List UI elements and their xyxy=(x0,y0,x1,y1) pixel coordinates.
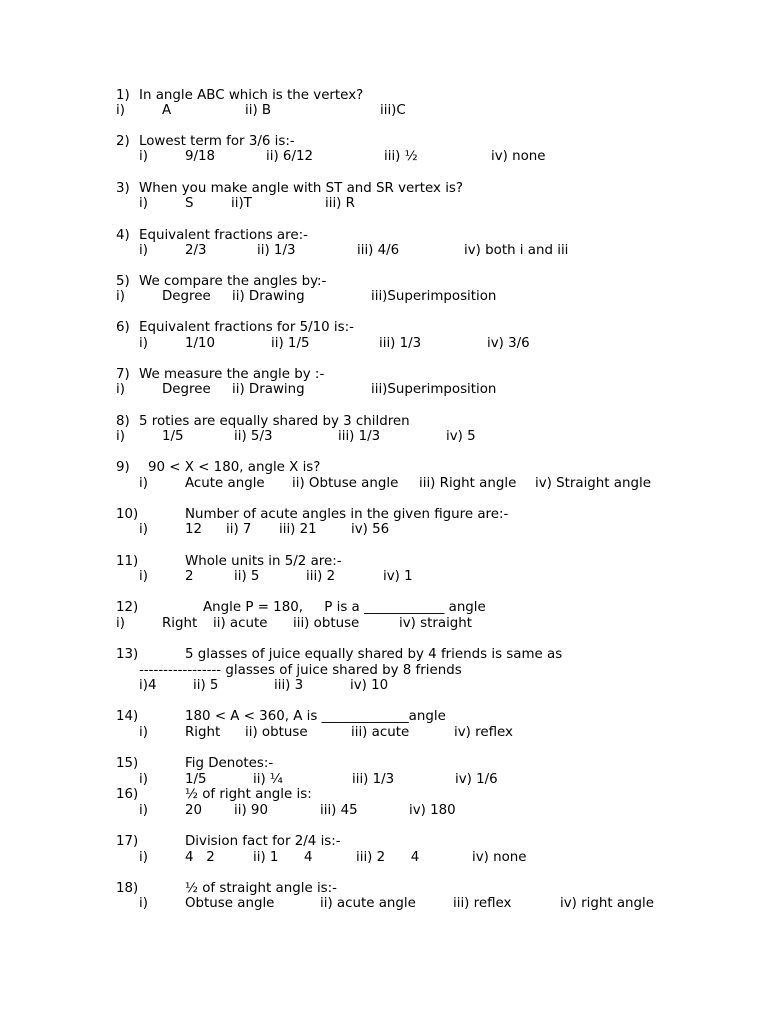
option-text: iii) 2 4 xyxy=(356,850,420,865)
option-text: ii) 90 xyxy=(234,803,268,818)
option-label: i) xyxy=(116,289,125,304)
option-text: ii) 5/3 xyxy=(234,429,273,444)
option-label: i) xyxy=(139,803,148,818)
option-text: iii)Superimposition xyxy=(371,382,497,397)
option-text: iv) 3/6 xyxy=(487,336,530,351)
option-label: i) xyxy=(139,336,148,351)
question-number: 9) xyxy=(116,460,130,475)
question-number: 4) xyxy=(116,228,130,243)
option-label: i) xyxy=(116,382,125,397)
option-text: iv) straight xyxy=(399,616,473,631)
question-number: 18) xyxy=(116,881,139,896)
option-text: ii) ¼ xyxy=(253,772,283,787)
option-label: i) xyxy=(139,196,148,211)
option-label: i) xyxy=(139,772,148,787)
option-text: i)4 xyxy=(139,678,157,693)
question-number: 13) xyxy=(116,647,139,662)
option-text: Right xyxy=(162,616,198,631)
option-text: iv) right angle xyxy=(560,896,654,911)
option-text: ii) 6/12 xyxy=(266,149,313,164)
option-text: iv) none xyxy=(491,149,546,164)
option-text: ii) 1 4 xyxy=(253,850,313,865)
option-text: ii)T xyxy=(231,196,252,211)
question-text: 180 < A < 360, A is _____________angle xyxy=(185,709,446,724)
question-text: We measure the angle by :- xyxy=(139,367,325,382)
question-number: 16) xyxy=(116,787,139,802)
option-text: iv) both i and iii xyxy=(464,243,569,258)
question-number: 3) xyxy=(116,181,130,196)
option-label: i) xyxy=(139,476,148,491)
option-text: 2 xyxy=(185,569,194,584)
question-text: Division fact for 2/4 is:- xyxy=(185,834,341,849)
option-label: i) xyxy=(116,103,125,118)
option-text: iii) ½ xyxy=(384,149,418,164)
option-text: iv) reflex xyxy=(454,725,513,740)
question-text: Whole units in 5/2 are:- xyxy=(185,554,342,569)
option-text: iii) Right angle xyxy=(419,476,517,491)
question-number: 5) xyxy=(116,274,130,289)
option-text: ii) acute angle xyxy=(320,896,416,911)
option-text: iii) 21 xyxy=(279,522,317,537)
question-number: 1) xyxy=(116,88,130,103)
option-text: 2/3 xyxy=(185,243,207,258)
question-text: Angle P = 180, P is a ____________ angle xyxy=(203,600,486,615)
option-label: i) xyxy=(139,243,148,258)
option-text: iii) 3 xyxy=(274,678,304,693)
question-text: ½ of straight angle is:- xyxy=(185,881,337,896)
option-text: iv) 1/6 xyxy=(455,772,498,787)
option-text: iv) 1 xyxy=(383,569,413,584)
option-text: iii) reflex xyxy=(453,896,512,911)
option-text: iii) 4/6 xyxy=(357,243,400,258)
question-text: We compare the angles by:- xyxy=(139,274,327,289)
option-text: iii) 1/3 xyxy=(379,336,422,351)
option-label: i) xyxy=(139,149,148,164)
question-text: Equivalent fractions are:- xyxy=(139,228,308,243)
option-label: i) xyxy=(139,896,148,911)
question-text: 90 < X < 180, angle X is? xyxy=(148,460,321,475)
question-text: When you make angle with ST and SR vertex is? xyxy=(139,181,464,196)
option-label: i) xyxy=(116,429,125,444)
question-text: In angle ABC which is the vertex? xyxy=(139,88,364,103)
question-number: 11) xyxy=(116,554,139,569)
option-text: ii) obtuse xyxy=(245,725,308,740)
question-text: 5 roties are equally shared by 3 children xyxy=(139,414,410,429)
option-text: Right xyxy=(185,725,221,740)
option-text: Acute angle xyxy=(185,476,265,491)
option-text: iv) none xyxy=(472,850,527,865)
option-text: iii) 1/3 xyxy=(338,429,381,444)
question-text: Fig Denotes:- xyxy=(185,756,274,771)
question-number: 12) xyxy=(116,600,139,615)
option-text: iv) Straight angle xyxy=(535,476,651,491)
option-label: i) xyxy=(139,725,148,740)
option-text: iv) 56 xyxy=(351,522,390,537)
question-text: Equivalent fractions for 5/10 is:- xyxy=(139,320,354,335)
question-text: Lowest term for 3/6 is:- xyxy=(139,134,295,149)
option-text: ii) 5 xyxy=(193,678,219,693)
option-text: ii) B xyxy=(245,103,272,118)
option-text: 12 xyxy=(185,522,203,537)
question-text: Number of acute angles in the given figure are:- xyxy=(185,507,509,522)
option-label: i) xyxy=(116,616,125,631)
option-text: iii) obtuse xyxy=(293,616,360,631)
option-text: 9/18 xyxy=(185,149,216,164)
option-text: iii) acute xyxy=(351,725,410,740)
option-text: 4 2 xyxy=(185,850,215,865)
question-number: 10) xyxy=(116,507,139,522)
option-text: 1/5 xyxy=(162,429,184,444)
option-label: i) xyxy=(139,569,148,584)
option-text: ii) Drawing xyxy=(232,289,305,304)
option-text: Degree xyxy=(162,382,211,397)
option-text: iii) R xyxy=(325,196,355,211)
option-text: A xyxy=(162,103,172,118)
option-text: iii) 1/3 xyxy=(352,772,395,787)
option-text: iv) 5 xyxy=(446,429,476,444)
option-text: ii) Obtuse angle xyxy=(292,476,399,491)
question-number: 6) xyxy=(116,320,130,335)
option-text: iii) 2 xyxy=(306,569,336,584)
option-text: ii) 1/3 xyxy=(257,243,296,258)
option-text: 20 xyxy=(185,803,203,818)
option-text: S xyxy=(185,196,194,211)
option-label: i) xyxy=(139,522,148,537)
option-text: iv) 10 xyxy=(350,678,389,693)
option-text: 1/10 xyxy=(185,336,216,351)
question-number: 14) xyxy=(116,709,139,724)
option-text: 1/5 xyxy=(185,772,207,787)
question-number: 17) xyxy=(116,834,139,849)
question-number: 8) xyxy=(116,414,130,429)
option-text: ii) 5 xyxy=(234,569,260,584)
option-text: Obtuse angle xyxy=(185,896,275,911)
option-label: i) xyxy=(139,850,148,865)
option-text: ii) acute xyxy=(213,616,268,631)
option-text: iv) 180 xyxy=(409,803,456,818)
option-text: ii) 1/5 xyxy=(271,336,310,351)
option-text: ii) Drawing xyxy=(232,382,305,397)
question-text: 5 glasses of juice equally shared by 4 friends is same as xyxy=(185,647,563,662)
option-text: iii) 45 xyxy=(320,803,358,818)
question-number: 7) xyxy=(116,367,130,382)
question-number: 15) xyxy=(116,756,139,771)
question-text: ½ of right angle is: xyxy=(185,787,312,802)
option-text: iii)Superimposition xyxy=(371,289,497,304)
option-text: Degree xyxy=(162,289,211,304)
question-number: 2) xyxy=(116,134,130,149)
option-text: ii) 7 xyxy=(226,522,252,537)
option-text: iii)C xyxy=(380,103,406,118)
question-text-continued: ----------------- glasses of juice shared by 8 friends xyxy=(139,663,462,678)
